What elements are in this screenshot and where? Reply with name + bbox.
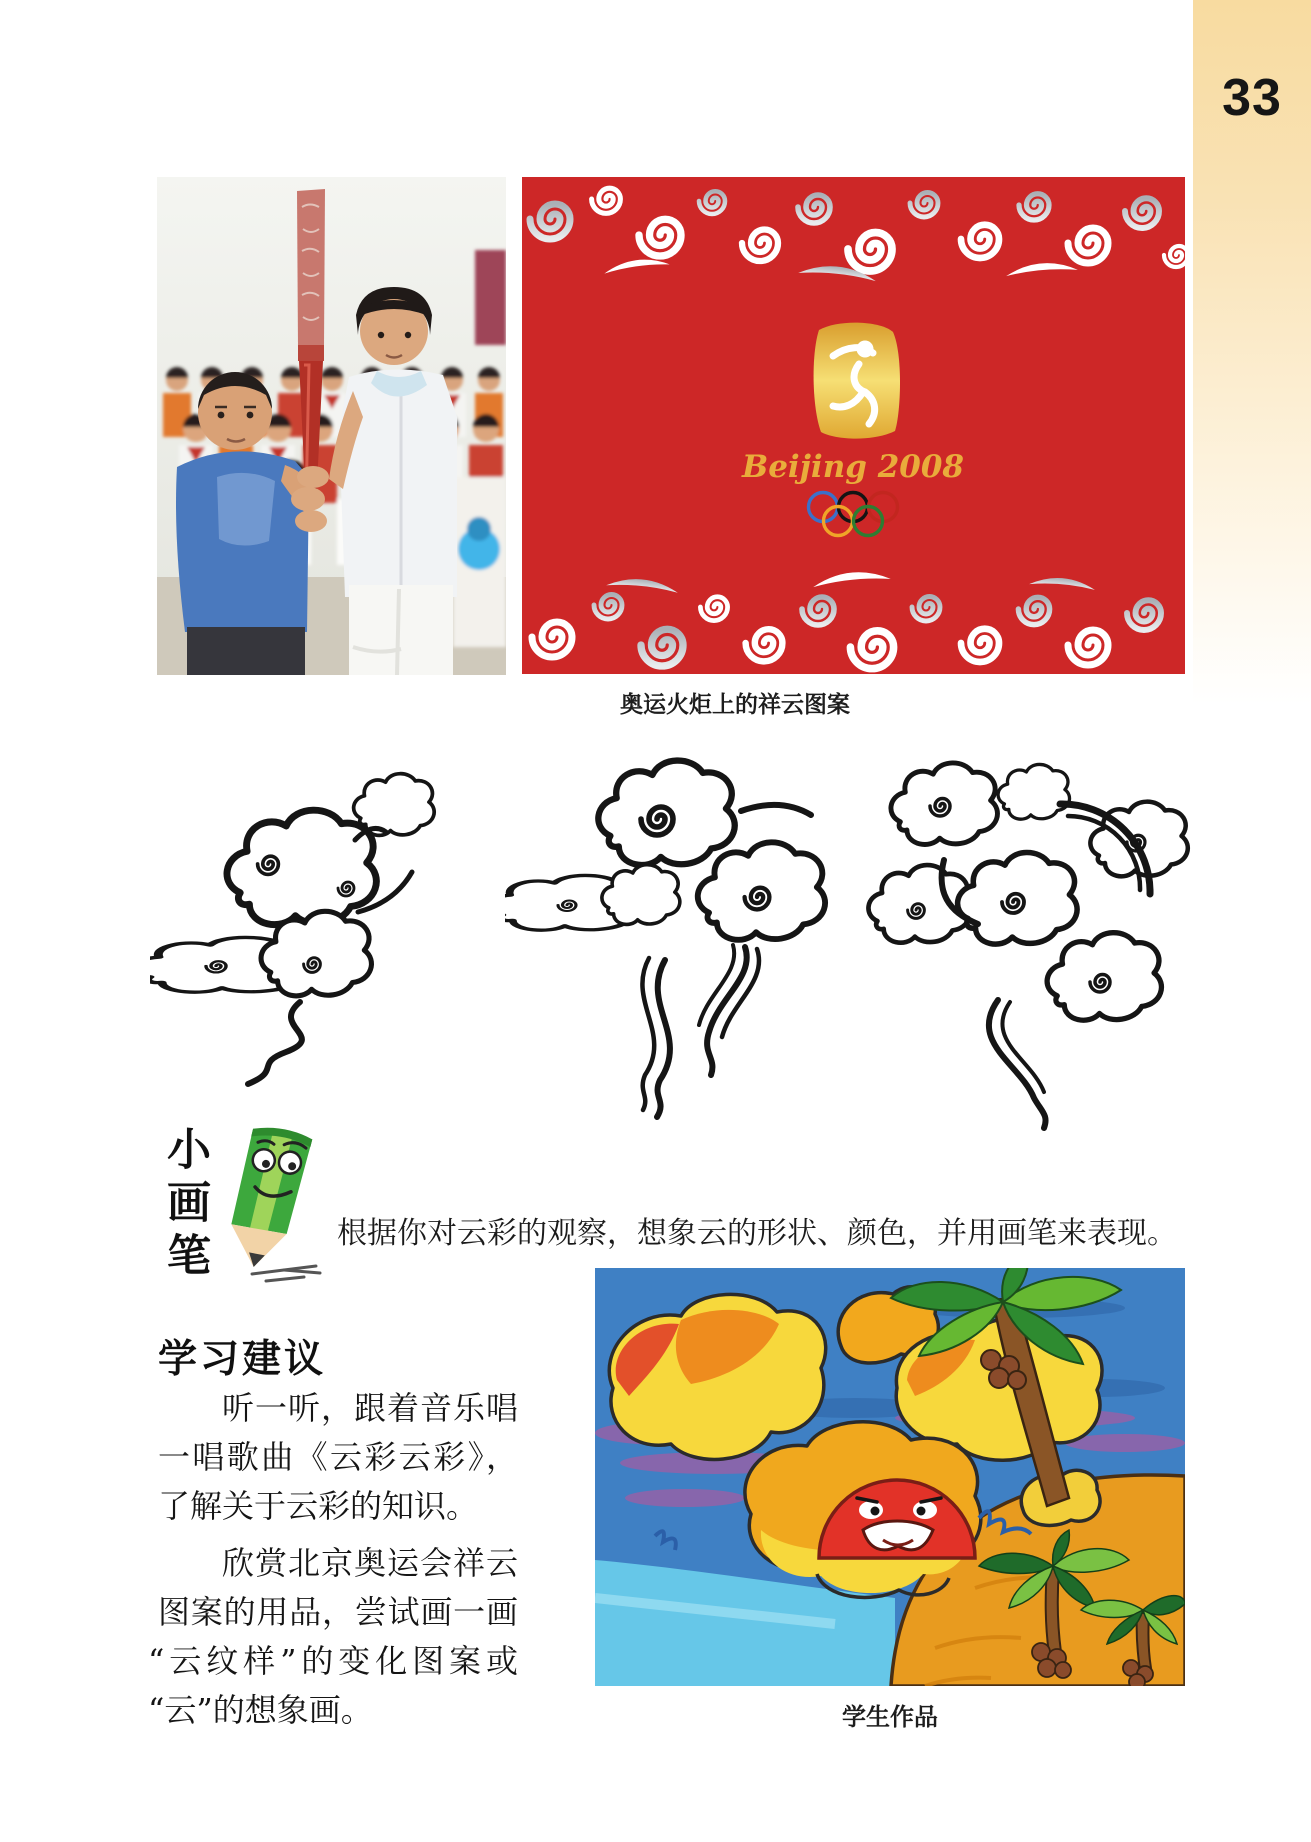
student-artwork: [595, 1268, 1185, 1686]
study-line: “云”的想象画。: [148, 1691, 373, 1729]
torch-pattern-caption: 奥运火炬上的祥云图案: [620, 691, 850, 717]
little-paintbrush-label: 小画笔: [159, 1126, 210, 1285]
study-line: 欣赏北京奥运会祥云: [222, 1544, 518, 1582]
cloud-pattern-drawing-1: [150, 752, 460, 1092]
cloud-pattern-drawing-3: [848, 742, 1193, 1132]
torch-photo: [157, 177, 506, 675]
beijing-2008-wordmark: Beijing 2008: [742, 449, 964, 485]
study-line: 图案的用品，尝试画一画: [158, 1593, 518, 1631]
pencil-cartoon-icon: [200, 1116, 332, 1286]
dancing-beijing-seal: [814, 323, 900, 439]
torch-pattern-panel: [522, 177, 1185, 674]
cloud-pattern-drawing-2: [505, 745, 855, 1120]
study-suggestions-text: [148, 1384, 518, 1735]
study-suggestions-heading: 学习建议: [158, 1337, 327, 1382]
page-number: 33: [1222, 69, 1282, 127]
study-line: 听一听，跟着音乐唱: [222, 1389, 518, 1427]
study-line: “云纹样”的变化图案或: [148, 1642, 518, 1680]
sketch-tip-text: 根据你对云彩的观察，想象云的形状、颜色，并用画笔来表现。: [337, 1216, 1177, 1251]
student-work-caption: 学生作品: [842, 1704, 938, 1731]
study-line: 一唱歌曲《云彩云彩》，: [158, 1438, 518, 1476]
study-line: 了解关于云彩的知识。: [158, 1487, 479, 1525]
